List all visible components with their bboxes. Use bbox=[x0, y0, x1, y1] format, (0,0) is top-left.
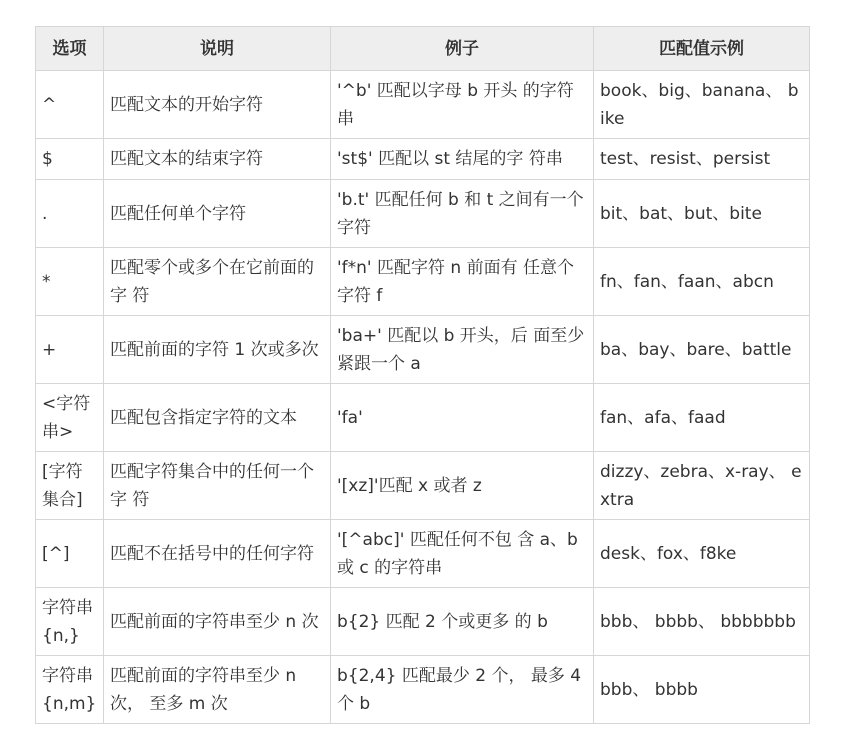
table-row bbox=[36, 139, 810, 180]
table-row bbox=[36, 384, 810, 452]
cell-match-examples: bit、bat、but、bite bbox=[594, 180, 810, 248]
table-header-row bbox=[36, 27, 810, 71]
cell-description: 匹配不在括号中的任何字符 bbox=[104, 520, 331, 588]
cell-option: ^ bbox=[36, 71, 104, 139]
table-row bbox=[36, 452, 810, 520]
cell-description: 匹配前面的字符 1 次或多次 bbox=[104, 316, 331, 384]
cell-example: 'st$' 匹配以 st 结尾的字 符串 bbox=[331, 139, 594, 180]
header-example: 例子 bbox=[331, 27, 594, 71]
regex-options-table bbox=[35, 26, 810, 724]
table-row bbox=[36, 248, 810, 316]
cell-match-examples: dizzy、zebra、x-ray、 extra bbox=[594, 452, 810, 520]
cell-example: 'b.t' 匹配任何 b 和 t 之间有一个字符 bbox=[331, 180, 594, 248]
cell-match-examples: fn、fan、faan、abcn bbox=[594, 248, 810, 316]
table-row bbox=[36, 520, 810, 588]
cell-match-examples: test、resist、persist bbox=[594, 139, 810, 180]
cell-match-examples: ba、bay、bare、battle bbox=[594, 316, 810, 384]
cell-example: '[^abc]' 匹配任何不包 含 a、b 或 c 的字符串 bbox=[331, 520, 594, 588]
table-row bbox=[36, 588, 810, 656]
header-description: 说明 bbox=[104, 27, 331, 71]
cell-description: 匹配前面的字符串至少 n 次 bbox=[104, 588, 331, 656]
header-match-examples: 匹配值示例 bbox=[594, 27, 810, 71]
cell-description: 匹配包含指定字符的文本 bbox=[104, 384, 331, 452]
cell-example: 'ba+' 匹配以 b 开头，后 面至少紧跟一个 a bbox=[331, 316, 594, 384]
table-row bbox=[36, 180, 810, 248]
cell-match-examples: bbb、 bbbb、 bbbbbbb bbox=[594, 588, 810, 656]
cell-option: * bbox=[36, 248, 104, 316]
cell-description: 匹配任何单个字符 bbox=[104, 180, 331, 248]
cell-description: 匹配字符集合中的任何一个字 符 bbox=[104, 452, 331, 520]
cell-description: 匹配前面的字符串至少 n 次， 至多 m 次 bbox=[104, 656, 331, 724]
cell-option: <字符串> bbox=[36, 384, 104, 452]
cell-match-examples: bbb、 bbbb bbox=[594, 656, 810, 724]
cell-match-examples: fan、afa、faad bbox=[594, 384, 810, 452]
cell-option: 字符串{n,} bbox=[36, 588, 104, 656]
table-row bbox=[36, 656, 810, 724]
cell-example: '[xz]'匹配 x 或者 z bbox=[331, 452, 594, 520]
cell-option: . bbox=[36, 180, 104, 248]
cell-description: 匹配零个或多个在它前面的字 符 bbox=[104, 248, 331, 316]
cell-example: '^b' 匹配以字母 b 开头 的字符串 bbox=[331, 71, 594, 139]
cell-example: 'f*n' 匹配字符 n 前面有 任意个字符 f bbox=[331, 248, 594, 316]
cell-option: 字符串{n,m} bbox=[36, 656, 104, 724]
cell-example: b{2} 匹配 2 个或更多 的 b bbox=[331, 588, 594, 656]
cell-example: b{2,4} 匹配最少 2 个， 最多 4 个 b bbox=[331, 656, 594, 724]
table-row bbox=[36, 71, 810, 139]
table-row bbox=[36, 316, 810, 384]
cell-option: [^] bbox=[36, 520, 104, 588]
cell-description: 匹配文本的结束字符 bbox=[104, 139, 331, 180]
cell-option: [字符集合] bbox=[36, 452, 104, 520]
cell-match-examples: book、big、banana、 bike bbox=[594, 71, 810, 139]
cell-description: 匹配文本的开始字符 bbox=[104, 71, 331, 139]
cell-example: 'fa' bbox=[331, 384, 594, 452]
regex-options-table-container bbox=[35, 26, 810, 724]
cell-match-examples: desk、fox、f8ke bbox=[594, 520, 810, 588]
cell-option: + bbox=[36, 316, 104, 384]
cell-option: $ bbox=[36, 139, 104, 180]
header-option: 选项 bbox=[36, 27, 104, 71]
